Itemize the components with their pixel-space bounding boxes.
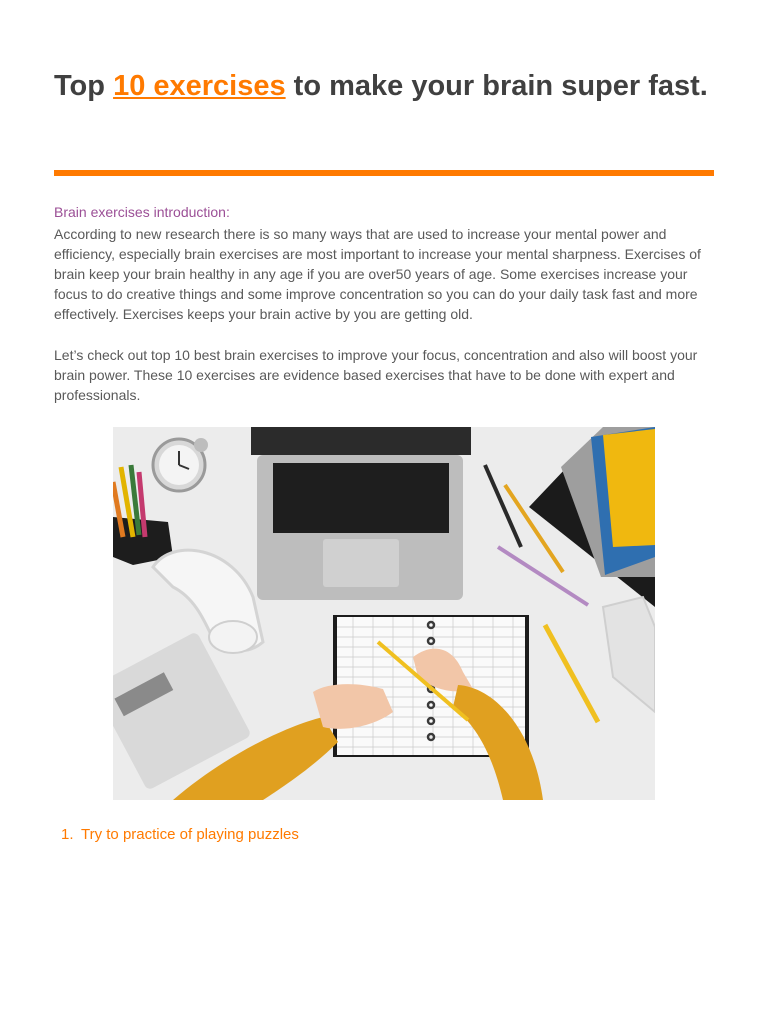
section-heading: Brain exercises introduction: bbox=[54, 204, 230, 220]
list-item bbox=[61, 826, 299, 843]
list-item-label: Try to practice of playing puzzles bbox=[81, 826, 299, 843]
title-prefix: Top bbox=[54, 70, 114, 102]
laptop-icon bbox=[251, 427, 471, 600]
intro-paragraph-1: According to new research there is so many ways that are used to increase your mental power and efficiency, especially brain exercises are most important to increase your mental sharpness. Exercises of brain keep your brain healthy in any age if you are over50 years of age. Some exercises increase your focus to do creative things and some improve concentration so you can do your daily task fast and more effectively. Exercises keeps your brain active by you are getting old. bbox=[54, 226, 701, 322]
title-link[interactable]: 10 exercises bbox=[113, 70, 286, 102]
intro-paragraph-2: Let’s check out top 10 best brain exercises to improve your focus, concentration and also will boost your brain power. These 10 exercises are evidence based exercises that have to be done with expert and professionals. bbox=[54, 347, 698, 403]
list-item-number: 1. bbox=[61, 826, 74, 843]
page-title bbox=[54, 68, 714, 104]
title-suffix: to make your brain super fast. bbox=[285, 70, 708, 102]
desk-photo bbox=[113, 427, 655, 800]
title-divider bbox=[54, 170, 714, 176]
